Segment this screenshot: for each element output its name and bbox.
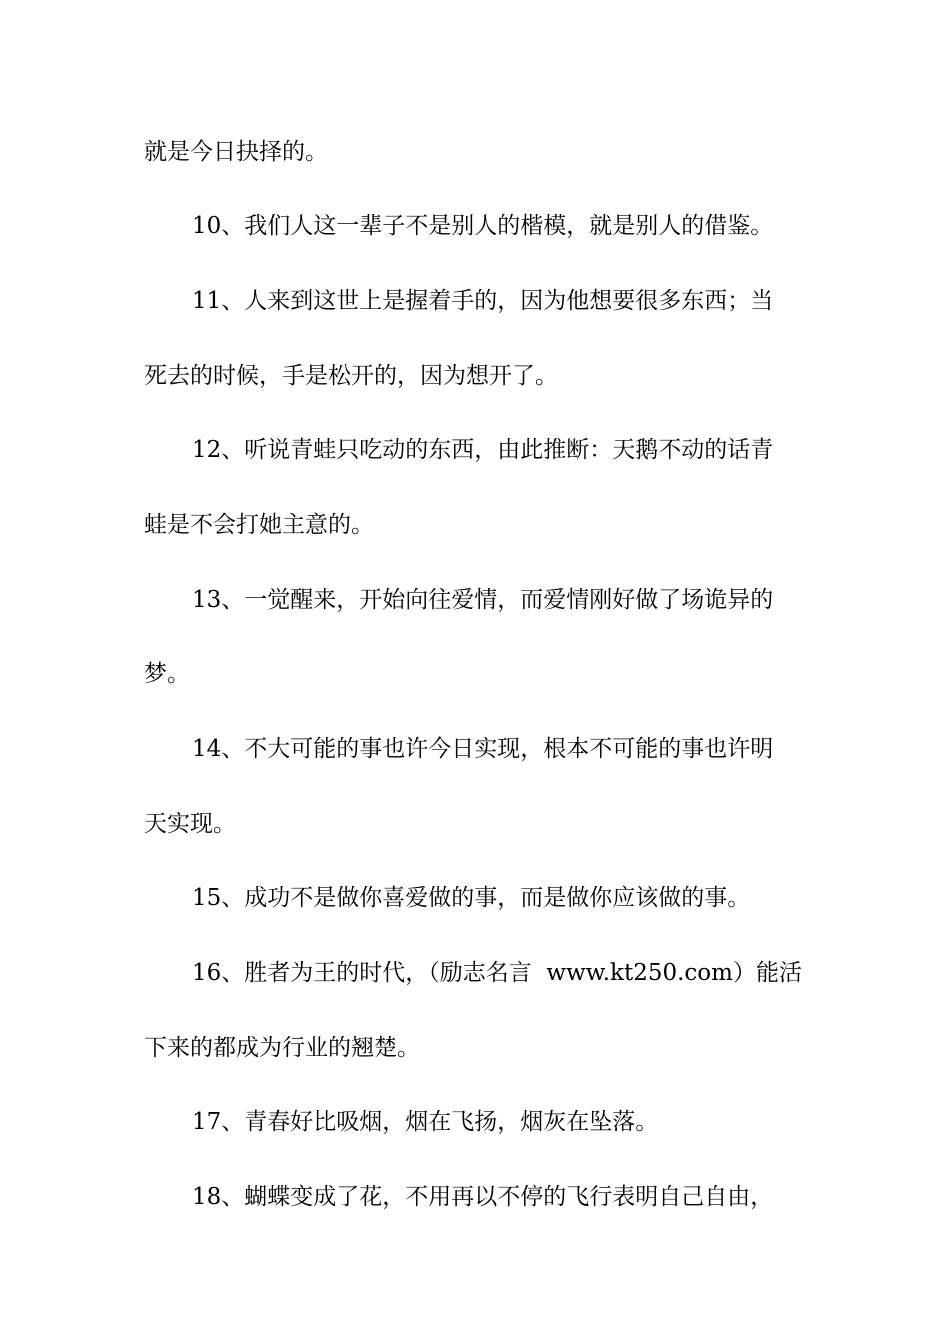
text-line: 梦。 xyxy=(144,661,190,687)
text-line: 10、我们人这一辈子不是别人的楷模，就是别人的借鉴。 xyxy=(192,213,774,239)
text-line: 15、成功不是做你喜爱做的事，而是做你应该做的事。 xyxy=(192,885,751,911)
text-line: 天实现。 xyxy=(144,811,236,837)
text-line: 14、不大可能的事也许今日实现，根本不可能的事也许明 xyxy=(192,736,774,762)
text-line: 蛙是不会打她主意的。 xyxy=(144,512,374,538)
text-line: 17、青春好比吸烟，烟在飞扬，烟灰在坠落。 xyxy=(192,1109,659,1135)
text-line: 18、蝴蝶变成了花，不用再以不停的飞行表明自己自由， xyxy=(192,1184,774,1210)
text-line: 11、人来到这世上是握着手的，因为他想要很多东西；当 xyxy=(192,288,774,314)
text-line: 就是今日抉择的。 xyxy=(144,139,328,165)
text-line: 13、一觉醒来，开始向往爱情，而爱情刚好做了场诡异的 xyxy=(192,587,774,613)
text-line: 死去的时候，手是松开的，因为想开了。 xyxy=(144,363,558,389)
text-line: 12、听说青蛙只吃动的东西，由此推断：天鹅不动的话青 xyxy=(192,437,774,463)
text-line: 下来的都成为行业的翘楚。 xyxy=(144,1035,420,1061)
text-line: 16、胜者为王的时代，（励志名言 www.kt250.com）能活 xyxy=(192,960,802,986)
